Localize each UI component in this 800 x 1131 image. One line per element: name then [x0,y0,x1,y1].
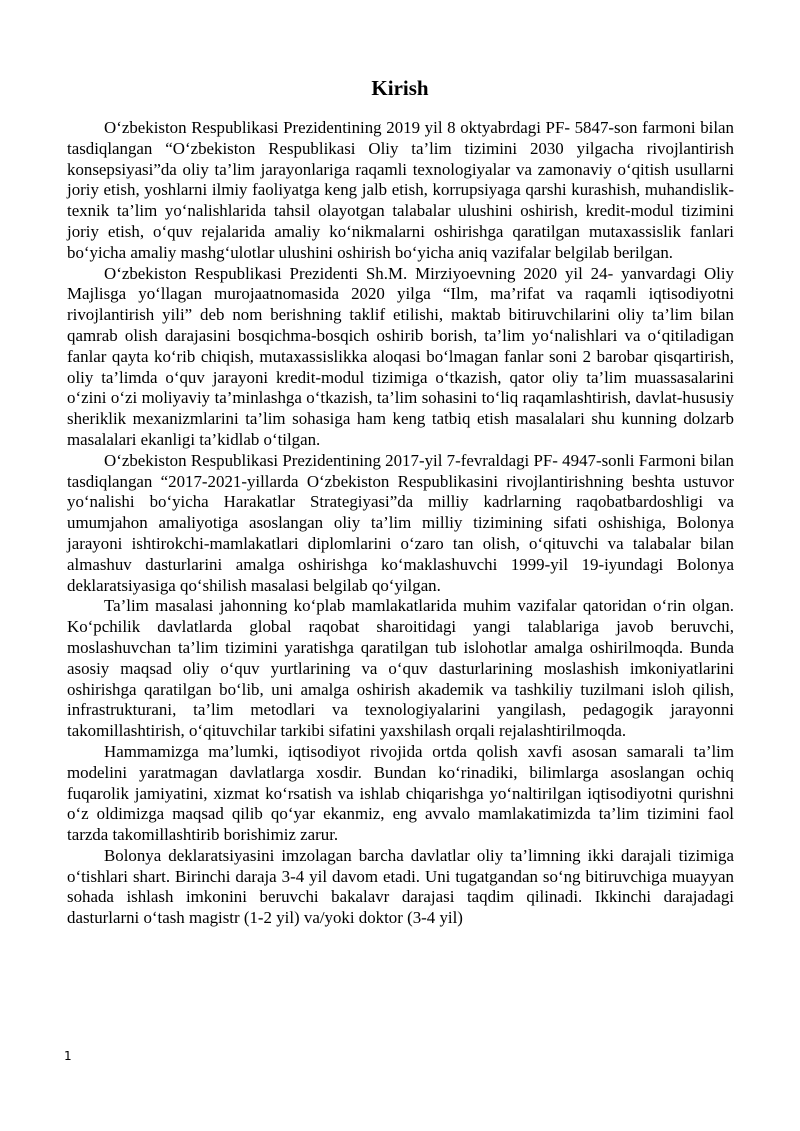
paragraph: O‘zbekiston Respublikasi Prezidentining 2017-yil 7-fevraldagi PF- 4947-sonli Farmoni bilan tasdiqlangan “2017-2021-yillarda O‘zbekiston Respublikasini rivojlantirishning beshta ustuvor yo‘nalishi bo‘yicha Harakatlar Strategiyasi”da milliy kadrlarning raqobatbardoshligi va umumjahon amaliyotiga asoslangan oliy ta’lim milliy tizimining sifati oshishiga, Bolonya jarayoni ishtirokchi-mamlakatlari diplomlarini o‘zaro tan olish, o‘qituvchi va talabalar bilan almashuv dasturlarini amalga oshirishga ko‘maklashuvchi 1999-yil 19-iyundagi Bolonya deklaratsiyasiga qo‘shilish masalasi belgilab qo‘yilgan. [67,450,734,595]
page-number: 1 [64,1049,72,1063]
paragraph: Ta’lim masalasi jahonning ko‘plab mamlakatlarida muhim vazifalar qatoridan o‘rin olgan. Ko‘pchilik davlatlarda global raqobat sharoitidagi yangi talablariga javob beruvchi, moslashuvchan ta’lim tizimini yaratishga qaratilgan tub islohotlar amalga oshirilmoqda. Bunda asosiy maqsad oliy o‘quv yurtlarining va o‘quv dasturlarining moslashish imkoniyatlarini oshirishga qaratilgan bo‘lib, uni amalga oshirish akademik va tashkiliy tuzilmani isloh qilish, infrastrukturani, ta’lim metodlari va texnologiyalarini yangilash, pedagogik jarayonni takomillashtirish, o‘qituvchilar tarkibi sifatini yaxshilash orqali rejalashtirilmoqda. [67,596,734,741]
document-body [67,118,734,929]
paragraph: O‘zbekiston Respublikasi Prezidenti Sh.M. Mirziyoevning 2020 yil 24- yanvardagi Oliy Majlisga yo‘llagan murojaatnomasida 2020 yilga “Ilm, ma’rifat va raqamli iqtisodiyotni rivojlantirish yili” deb nom berishning taklif etilishi, maktab bitiruvchilarini oliy ta’lim bilan qamrab olish darajasini bosqichma-bosqich oshirib borish, ta’lim yo‘nalishlari va o‘qitiladigan fanlar qayta ko‘rib chiqish, mutaxassislikka aloqasi bo‘lmagan fanlar soni 2 barobar qisqartirish, oliy ta’limda o‘quv jarayoni kredit-modul tizimiga o‘tkazish, qator oliy ta’lim muassasalarini o‘zini o‘zi moliyaviy ta’minlashga o‘tkazish, ta’lim sohasini to‘liq raqamlashtirish, davlat-hususiy sheriklik mexanizmlarini ta’lim sohasiga ham keng tatbiq etish masalalari shu kunning dolzarb masalalari ekanligi ta’kidlab o‘tilgan. [67,263,734,449]
paragraph: Bolonya deklaratsiyasini imzolagan barcha davlatlar oliy ta’limning ikki darajali tizimiga o‘tishlari shart. Birinchi daraja 3-4 yil davom etadi. Uni tugatgandan so‘ng bitiruvchiga muayyan sohada ishlash imkonini beruvchi bakalavr darajasi taqdim qilinadi. Ikkinchi darajadagi dasturlarni o‘tash magistr (1-2 yil) va/yoki doktor (3-4 yil) [67,845,734,928]
page-title: Kirish [371,76,429,100]
paragraph: Hammamizga ma’lumki, iqtisodiyot rivojida ortda qolish xavfi asosan samarali ta’lim modelini yaratmagan davlatlarga xosdir. Bundan ko‘rinadiki, bilimlarga asoslangan ochiq fuqarolik jamiyatini, xizmat ko‘rsatish va ishlab chiqarishga yo‘naltirilgan iqtisodiyotni qurishni o‘z oldimizga maqsad qilib qo‘yar ekanmiz, eng avvalo mamlakatimizda ta’lim tizimini faol tarzda takomillashtirib borishimiz zarur. [67,741,734,845]
paragraph: O‘zbekiston Respublikasi Prezidentining 2019 yil 8 oktyabrdagi PF- 5847-son farmoni bilan tasdiqlangan “O‘zbekiston Respublikasi Oliy ta’lim tizimini 2030 yilgacha rivojlantirish konsepsiyasi”da oliy ta’lim jarayonlariga raqamli texnologiyalar va zamonaviy o‘qitish usullarni joriy etish, yoshlarni ilmiy faoliyatga keng jalb etish, korrupsiyaga qarshi kurashish, muhandislik-texnik ta’lim yo‘nalishlarida tahsil olayotgan talabalar ulushini oshirish, kredit-modul tizimini joriy etish, o‘quv rejalarida amaliy ko‘nikmalarni oshirishga qaratilgan mutaxassislik fanlari bo‘yicha amaliy mashg‘ulotlar ulushini oshirish bo‘yicha aniq vazifalar belgilab berilgan. [67,118,734,262]
